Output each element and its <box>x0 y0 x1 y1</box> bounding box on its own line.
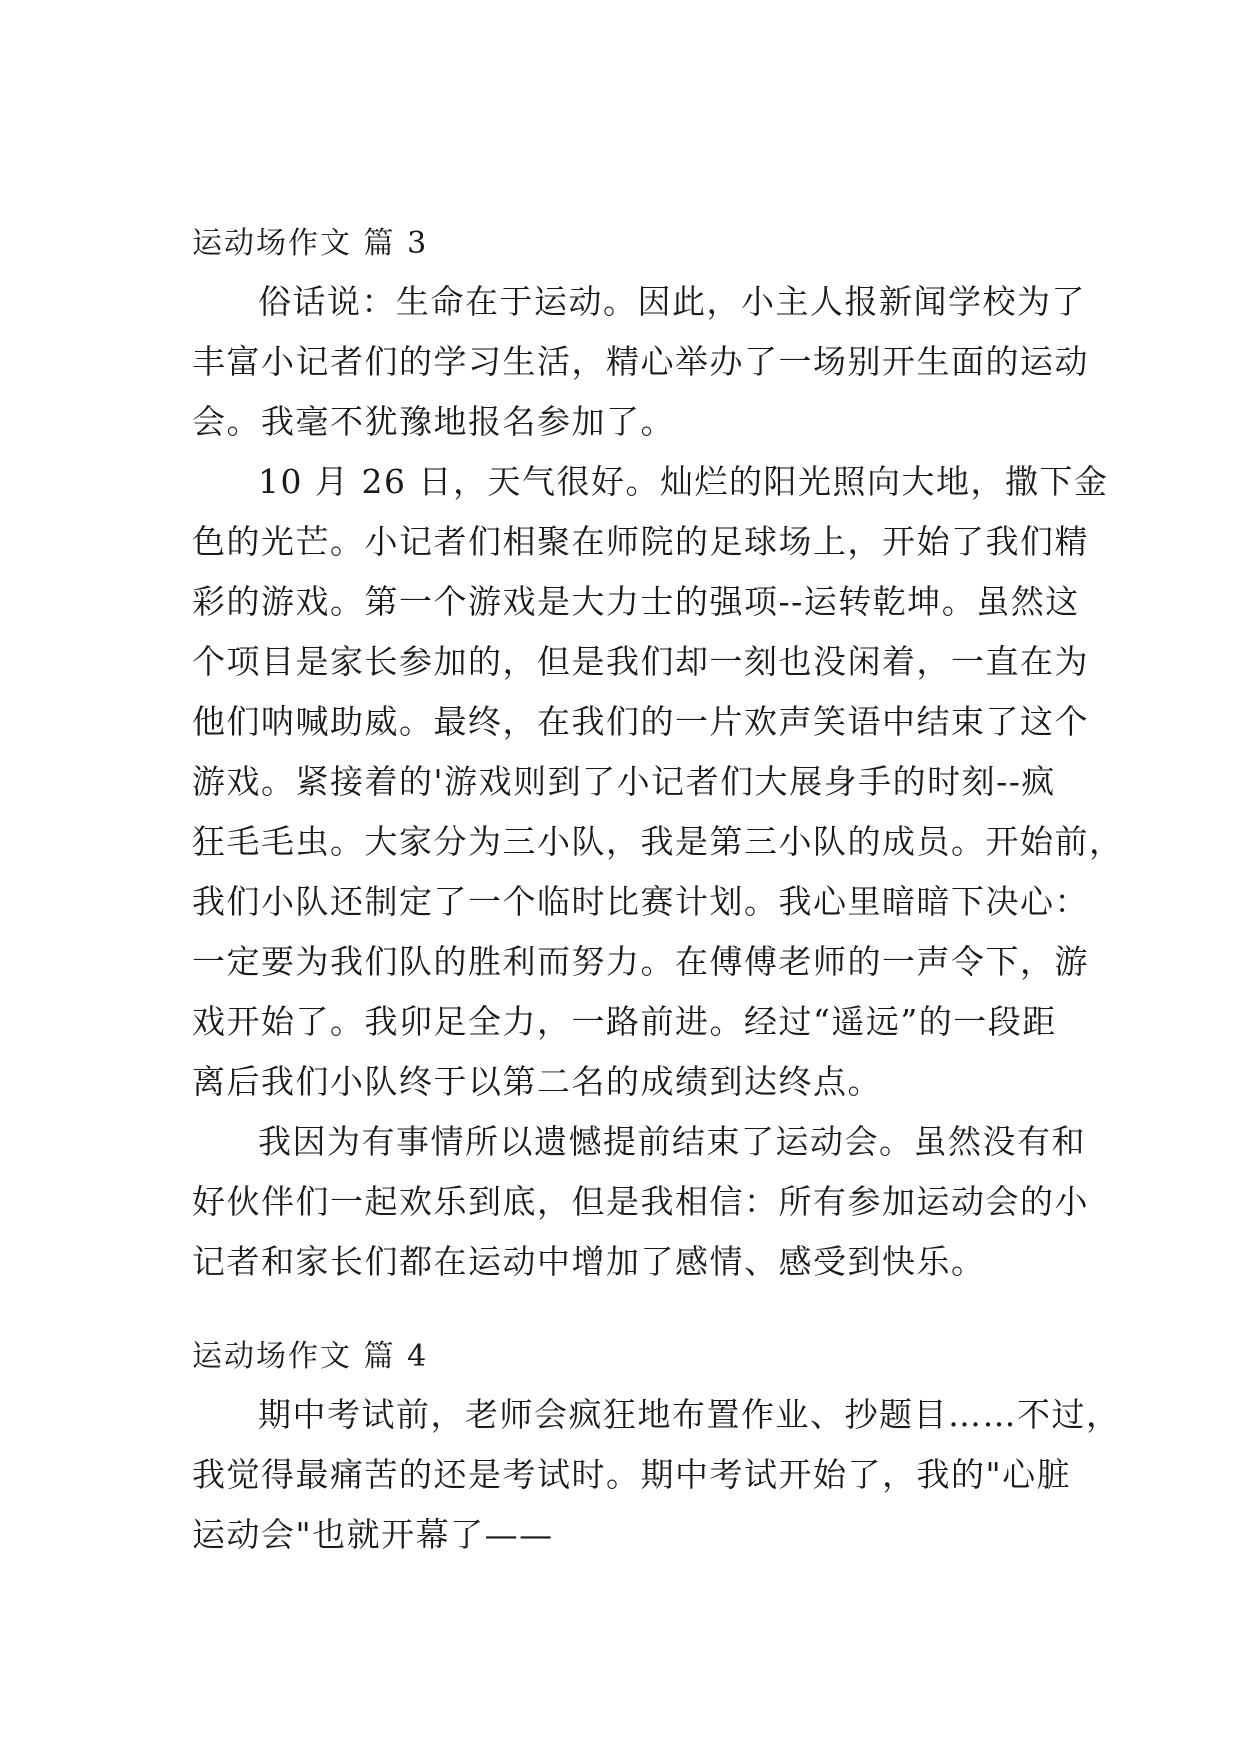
paragraph-line: 他们呐喊助威。最终，在我们的一片欢声笑语中结束了这个 <box>192 702 1089 741</box>
paragraph-line: 戏开始了。我卯足全力，一路前进。经过“遥远”的一段距 <box>192 1002 1057 1041</box>
paragraph <box>192 1385 1121 1565</box>
paragraph-line: 俗话说：生命在于运动。因此，小主人报新闻学校为了 <box>258 282 1086 321</box>
paragraph-line: 彩的游戏。第一个游戏是大力士的强项--运转乾坤。虽然这 <box>192 582 1080 621</box>
essay-section-3 <box>192 218 1124 1292</box>
paragraph-line: 一定要为我们队的胜利而努力。在傅傅老师的一声令下，游 <box>192 942 1089 981</box>
paragraph-line: 期中考试前，老师会疯狂地布置作业、抄题目……不过， <box>258 1395 1121 1434</box>
paragraph <box>192 1112 1089 1292</box>
paragraph-line: 个项目是家长参加的，但是我们却一刻也没闲着，一直在为 <box>192 642 1089 681</box>
paragraph-line: 离后我们小队终于以第二名的成绩到达终点。 <box>192 1062 882 1101</box>
paragraph-line: 狂毛毛虫。大家分为三小队，我是第三小队的成员。开始前， <box>192 822 1124 861</box>
paragraph <box>192 452 1124 1112</box>
paragraph-line: 我觉得最痛苦的还是考试时。期中考试开始了，我的"心脏 <box>192 1455 1072 1494</box>
paragraph <box>192 272 1089 452</box>
paragraph-line: 记者和家长们都在运动中增加了感情、感受到快乐。 <box>192 1242 986 1281</box>
paragraph-line: 运动会"也就开幕了—— <box>192 1515 554 1554</box>
paragraph-line: 10 月 26 日，天气很好。灿烂的阳光照向大地，撒下金 <box>258 462 1109 501</box>
paragraph-line: 色的光芒。小记者们相聚在师院的足球场上，开始了我们精 <box>192 522 1089 561</box>
paragraph-line: 游戏。紧接着的'游戏则到了小记者们大展身手的时刻--疯 <box>192 762 1056 801</box>
paragraph-line: 我因为有事情所以遗憾提前结束了运动会。虽然没有和 <box>258 1122 1086 1161</box>
paragraph-line: 丰富小记者们的学习生活，精心举办了一场别开生面的运动 <box>192 342 1089 381</box>
paragraph-line: 会。我毫不犹豫地报名参加了。 <box>192 402 675 441</box>
section-heading: 运动场作文 篇 3 <box>192 226 429 261</box>
section-heading: 运动场作文 篇 4 <box>192 1339 429 1374</box>
paragraph-line: 好伙伴们一起欢乐到底，但是我相信：所有参加运动会的小 <box>192 1182 1089 1221</box>
paragraph-line: 我们小队还制定了一个临时比赛计划。我心里暗暗下决心： <box>192 882 1089 921</box>
essay-section-4 <box>192 1331 1121 1565</box>
